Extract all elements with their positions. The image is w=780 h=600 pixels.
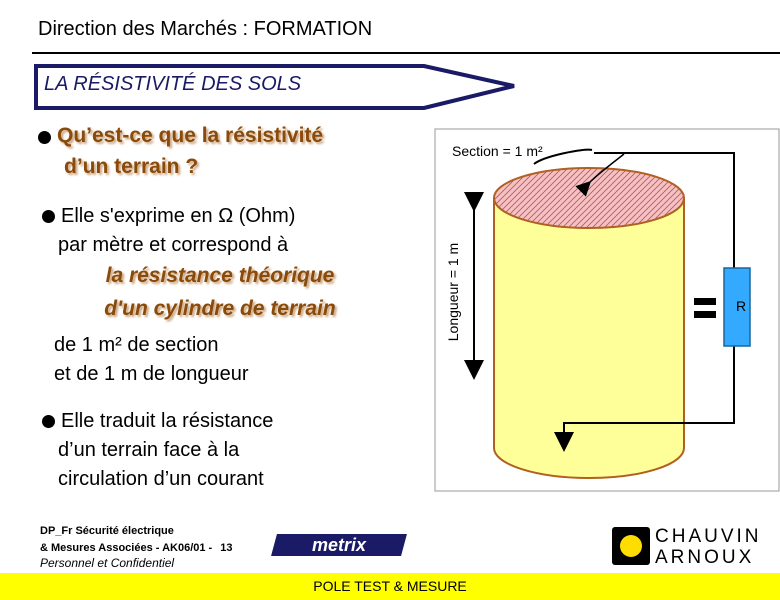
bullet-2-line-3: circulation d’un courant (58, 468, 264, 490)
cylinder-body (494, 198, 684, 478)
header-title: Direction des Marchés : FORMATION (38, 18, 373, 40)
footer-reference (40, 523, 232, 557)
equals-bar-bottom (694, 311, 716, 318)
section-label: Section = 1 m² (452, 143, 543, 159)
header-divider (32, 52, 780, 54)
bullet-dot (38, 131, 51, 144)
bullet-1-line-2: par mètre et correspond à (58, 234, 289, 256)
metrix-logo: metrix (274, 534, 404, 556)
footer-confidential: Personnel et Confidentiel (40, 556, 175, 570)
question-line-1: Qu’est-ce que la résistivité (57, 124, 324, 147)
bullet-2-line-1: Elle traduit la résistance (61, 410, 274, 432)
bullet-1 (42, 202, 295, 231)
chauvin-arnoux-logo (655, 526, 762, 568)
bullet-dot (42, 415, 55, 428)
resistor-label: R (736, 298, 747, 314)
logo-line-1: CHAUVIN (655, 526, 762, 547)
logo-line-2: ARNOUX (655, 547, 755, 568)
bullet-1-line-1: Elle s'exprime en Ω (Ohm) (61, 205, 296, 227)
bullet-2 (42, 407, 273, 436)
highlight-line-2: d'un cylindre de terrain (104, 297, 336, 320)
resistivity-diagram (434, 128, 780, 492)
section-title: LA RÉSISTIVITÉ DES SOLS (44, 73, 302, 95)
footer-ref-line-1: DP_Fr Sécurité électrique (40, 525, 174, 537)
chauvin-arnoux-emblem (612, 527, 650, 565)
question-line-2: d’un terrain ? (64, 155, 199, 178)
length-label: Longueur = 1 m (445, 242, 461, 342)
bullet-1-line-4: et de 1 m de longueur (54, 363, 249, 385)
bullet-1-line-3: de 1 m² de section (54, 334, 219, 356)
cylinder-top-section (494, 168, 684, 228)
bullet-dot (42, 210, 55, 223)
question-bullet (38, 124, 323, 148)
footer-ref-line-2: & Mesures Associées - AK06/01 - 13 (40, 542, 233, 554)
footer-bar-label: POLE TEST & MESURE (313, 578, 467, 594)
bullet-2-line-2: d’un terrain face à la (58, 439, 240, 461)
page-number: 13 (220, 542, 233, 554)
highlight-line-1: la résistance théorique (105, 264, 335, 287)
equals-bar-top (694, 298, 716, 305)
